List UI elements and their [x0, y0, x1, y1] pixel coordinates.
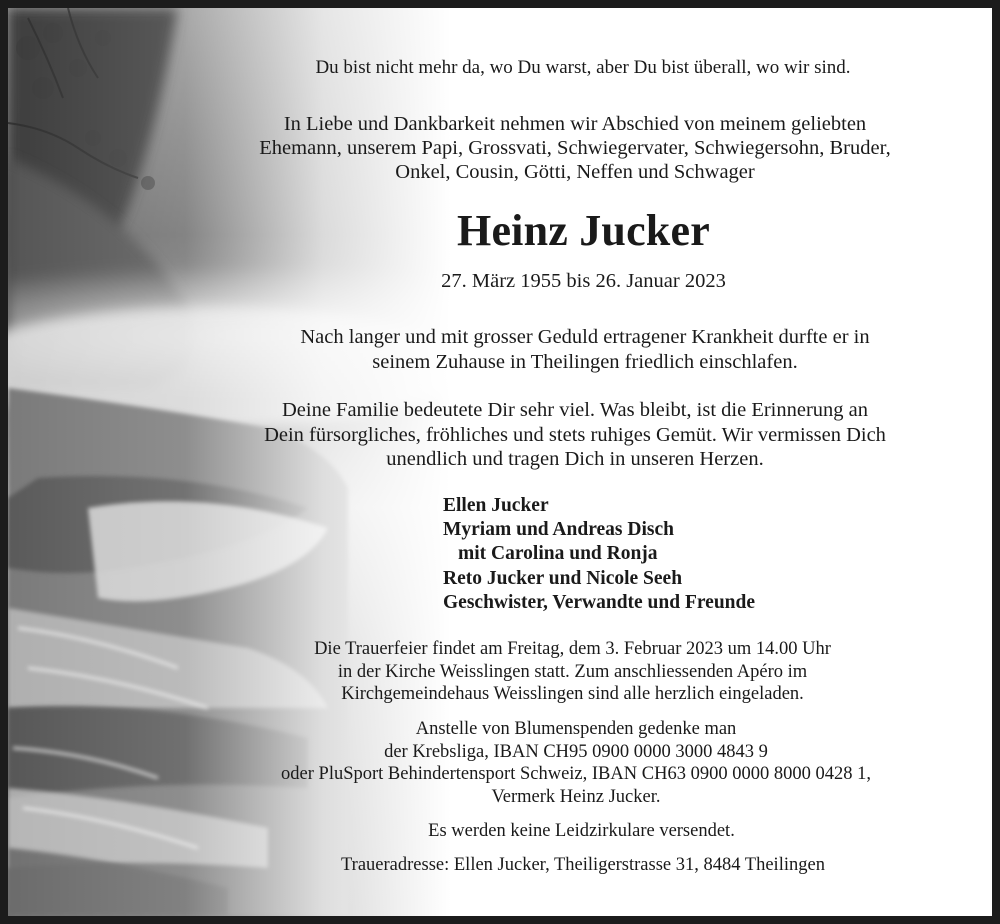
deceased-name: Heinz Jucker: [457, 206, 710, 255]
mourner-entry: mit Carolina und Ronja: [458, 543, 658, 565]
intro-line: In Liebe und Dankbarkeit nehmen wir Abschied von meinem geliebten: [283, 113, 867, 135]
ceremony-info: Die Trauerfeier findet am Freitag, dem 3. Februar 2023 um 14.00 Uhr in der Kirche Weisslingen statt. Zum anschliessenden Apéro im Kirchgemeindehaus Weisslingen sind alle herzlich eingeladen.: [314, 639, 831, 704]
mourner-entry: Myriam und Andreas Disch: [443, 519, 674, 541]
memory-paragraph: Deine Familie bedeutete Dir sehr viel. Was bleibt, ist die Erinnerung an Dein fürsorgliches, fröhliches und stets ruhiges Gemüt. Wir vermissen Dich unendlich und tragen Dich in unseren Herzen.: [264, 399, 886, 470]
donation-info: Anstelle von Blumenspenden gedenke man der Krebsliga, IBAN CH95 0900 0000 3000 4843 9 oder PluSport Behindertensport Schweiz, IBAN CH63 0900 0000 8000 0428 1, Vermerk Heinz Jucker.: [281, 719, 871, 807]
intro-line: Onkel, Cousin, Götti, Neffen und Schwager: [395, 161, 755, 183]
passing-paragraph: Nach langer und mit grosser Geduld ertragener Krankheit durfte er in seinem Zuhause in Theilingen friedlich einschlafen.: [300, 326, 870, 373]
life-dates: 27. März 1955 bis 26. Januar 2023: [441, 270, 726, 292]
intro-text: [8, 112, 992, 184]
mourning-address: Traueradresse: Ellen Jucker, Theiligerstrasse 31, 8484 Theilingen: [341, 855, 825, 875]
mourner-entry: Geschwister, Verwandte und Freunde: [443, 591, 756, 613]
intro-line: Ehemann, unserem Papi, Grossvati, Schwiegervater, Schwiegersohn, Bruder,: [259, 137, 891, 159]
opening-quote: Du bist nicht mehr da, wo Du warst, aber Du bist überall, wo wir sind.: [315, 57, 851, 78]
no-circulars-note: Es werden keine Leidzirkulare versendet.: [428, 821, 735, 841]
mourner-entry: Ellen Jucker: [443, 495, 549, 516]
mourner-entry: Reto Jucker und Nicole Seeh: [443, 567, 683, 589]
mourners-list: [443, 494, 755, 615]
